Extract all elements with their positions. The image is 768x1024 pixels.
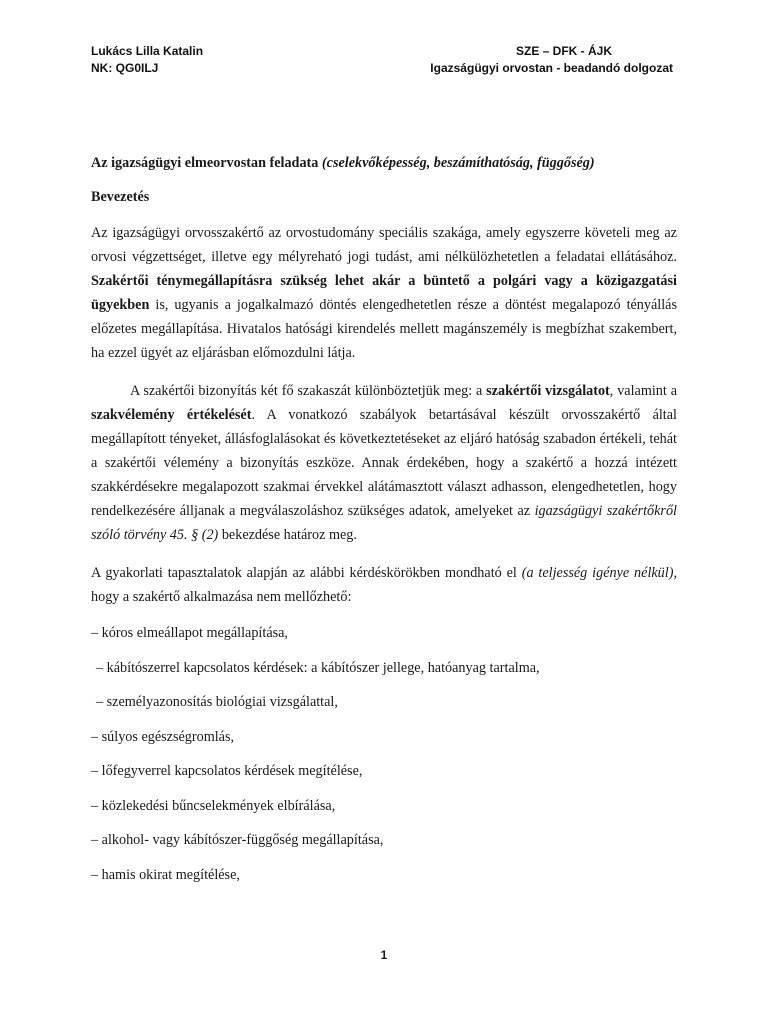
document-title: [91, 153, 677, 173]
paragraph-intro-bold: Szakértői ténymegállapításra szükség lehet akár a büntető a polgári vagy a közigazgatási ügyekben: [91, 273, 677, 313]
list-item: – közlekedési bűncselekmények elbírálása,: [91, 797, 336, 814]
paragraph-evidence-bold-1: szakértői vizsgálatot: [486, 383, 610, 399]
paragraph-evidence-italic: igazságügyi szakértőkről szóló törvény 45. § (2): [91, 503, 677, 543]
paragraph-expert-evidence: [91, 379, 677, 547]
paragraph-practice-text-1: A gyakorlati tapasztalatok alapján az alábbi kérdéskörökben mondható el: [91, 565, 522, 581]
header-author: Lukács Lilla Katalin: [91, 44, 204, 58]
expert-topics-list: [91, 623, 677, 899]
paragraph-practice: [91, 561, 677, 609]
title-main: Az igazságügyi elmeorvostan feladata: [91, 155, 319, 171]
paragraph-intro-text-2: is, ugyanis a jogalkalmazó döntés elengedhetetlen része a döntést megalapozó tényállás előzetes megállapítása. Hivatalos hatósági kirendelés mellett magánszemély is megbízhat szakembert, ha ezzel ügyét az eljárásban előmozdulni látja.: [91, 297, 677, 361]
paragraph-evidence-text-3: . A vonatkozó szabályok betartásával készült orvosszakértő által megállapított tényeket, állásfoglalásokat és következtetéseket az eljáró hatóság szabadon értékeli, tehát a szakértői vélemény a bizonyítás eszköze. Annak érdekében, hogy a szakértő a hozzá intézett szakkérdésekre megalapozott szakmai érvekkel alátámasztott választ adhasson, elengedhetetlen, hogy rendelkezésére álljanak a megválaszoláshoz szükséges adatok, amelyeket az: [91, 407, 677, 519]
paragraph-evidence-text-1: A szakértői bizonyítás két fő szakaszát különböztetjük meg: a: [130, 383, 487, 399]
paragraph-evidence-bold-2: szakvélemény értékelését: [91, 407, 252, 423]
list-item: – személyazonosítás biológiai vizsgálattal,: [96, 694, 338, 710]
list-item: – súlyos egészségromlás,: [91, 728, 235, 745]
title-italic: (cselekvőképesség, beszámíthatóság, függőség): [321, 155, 595, 171]
header-institution: SZE – DFK - ÁJK: [516, 44, 613, 58]
paragraph-intro: [91, 221, 677, 365]
header-student-code: NK: QG0ILJ: [91, 61, 159, 75]
paragraph-intro-text-1: Az igazságügyi orvosszakértő az orvostudomány speciális szakága, amely egyszerre követeli meg az orvosi végzettséget, illetve egy mélyreható jogi tudást, ami nélkülözhetetlen a feladatai ellátásához.: [91, 225, 677, 265]
list-item: – alkohol- vagy kábítószer-függőség megállapítása,: [91, 832, 384, 848]
list-item: – kábítószerrel kapcsolatos kérdések: a kábítószer jellege, hatóanyag tartalma,: [96, 659, 540, 676]
paragraph-evidence-text-2: , valamint a: [609, 383, 677, 399]
section-heading: Bevezetés: [91, 189, 150, 205]
page-number: 1: [380, 948, 388, 962]
list-item: – hamis okirat megítélése,: [91, 866, 240, 883]
document-body: [91, 153, 677, 899]
header-course: Igazságügyi orvostan - beadandó dolgozat: [430, 61, 673, 75]
list-item: – lőfegyverrel kapcsolatos kérdések megítélése,: [91, 763, 363, 779]
list-item: – kóros elmeállapot megállapítása,: [91, 625, 288, 641]
paragraph-practice-text-2: , hogy a szakértő alkalmazása nem mellőzhető:: [91, 565, 677, 605]
paragraph-evidence-text-4: bekezdése határoz meg.: [218, 527, 357, 543]
paragraph-practice-italic: (a teljesség igénye nélkül): [521, 565, 674, 581]
